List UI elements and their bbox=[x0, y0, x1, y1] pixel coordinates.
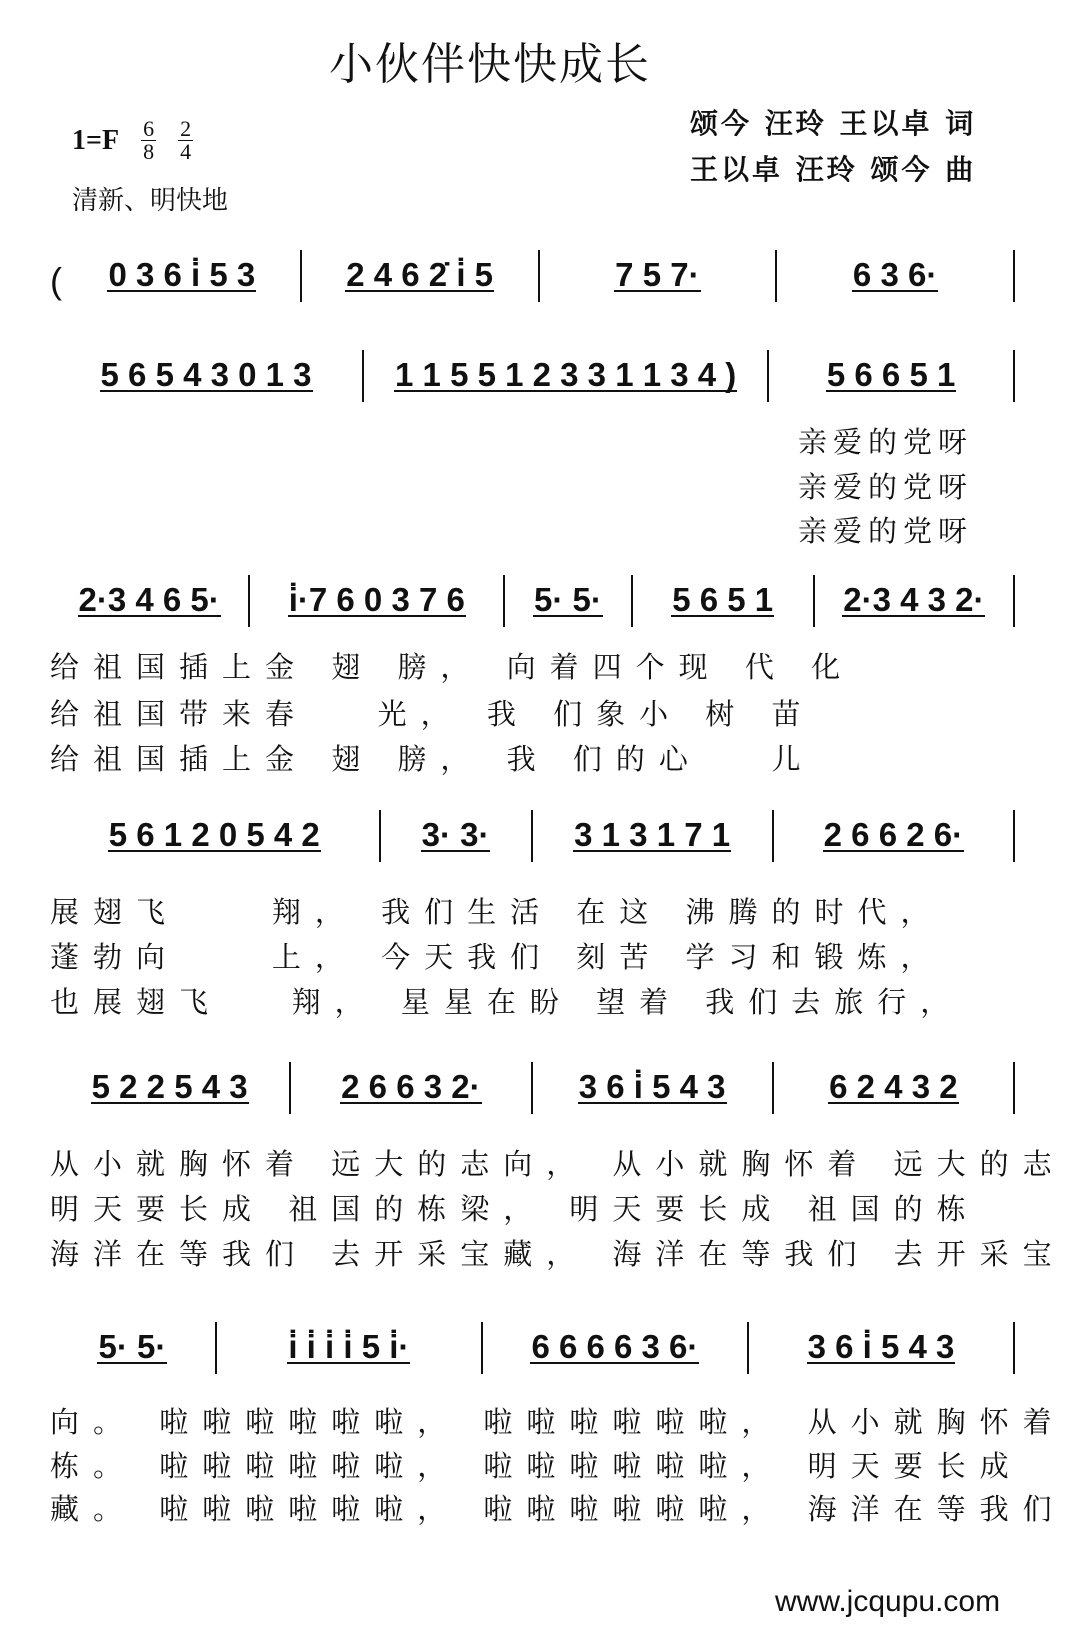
staff-system-3 bbox=[50, 575, 1015, 627]
lyric-line: 栋。 啦啦啦啦啦啦， 啦啦啦啦啦啦， 明天要长成 bbox=[50, 1449, 1023, 1483]
staff-system-4 bbox=[50, 810, 1015, 862]
measure: 2 6 6 2 6· bbox=[774, 810, 1015, 862]
measure: 3 1 3 1 7 1 bbox=[533, 810, 774, 862]
intro-lyric-1: 亲爱的党呀 bbox=[798, 425, 974, 459]
lyric-line: 给祖国带来春 光， 我 们象小 树 苗 bbox=[50, 697, 815, 731]
measure: 3 6 i̇ 5 4 3 bbox=[533, 1062, 774, 1114]
measure: 6 3 6· bbox=[777, 250, 1015, 302]
lyric-line: 蓬勃向 上， 今天我们 刻苦 学习和锻炼， bbox=[50, 940, 944, 974]
measure: 2·3 4 6 5· bbox=[50, 575, 250, 627]
key-signature bbox=[72, 118, 193, 163]
measure: 6 2 4 3 2 bbox=[774, 1062, 1015, 1114]
staff-system-5 bbox=[50, 1062, 1015, 1114]
composer-credit: 王以卓 汪玲 颂今 曲 bbox=[690, 153, 977, 186]
measure: 3 6 i̇ 5 4 3 bbox=[749, 1322, 1015, 1374]
intro-lyric-3: 亲爱的党呀 bbox=[798, 514, 974, 548]
lyric-line: 也展翅飞 翔， 星星在盼 望着 我们去旅行， bbox=[50, 985, 964, 1019]
lyric-line: 给祖国插上金 翅 膀， 我 们的心 儿 bbox=[50, 742, 815, 776]
measure: 5· 5· bbox=[50, 1322, 217, 1374]
measure: 3· 3· bbox=[381, 810, 533, 862]
measure: 5 2 2 5 4 3 bbox=[50, 1062, 291, 1114]
time-signature-2-4: $\frac{2}{4}$ bbox=[180, 116, 192, 164]
lyric-line: 向。 啦啦啦啦啦啦， 啦啦啦啦啦啦， 从小就胸怀着 bbox=[50, 1405, 1066, 1439]
measure: i̇·7 6 0 3 7 6 bbox=[250, 575, 505, 627]
measure: 1 1 5 5 1 2 3 3 1 1 3 4 ) bbox=[364, 350, 769, 402]
key-tonic: 1=F bbox=[72, 124, 120, 156]
song-title: 小伙伴快快成长 bbox=[329, 39, 651, 90]
measure: 5 6 1 2 0 5 4 2 bbox=[50, 810, 381, 862]
lyric-line: 从小就胸怀着 远大的志向， 从小就胸怀着 远大的志 bbox=[50, 1147, 1066, 1181]
lyric-line: 明天要长成 祖国的栋梁， 明天要长成 祖国的栋 bbox=[50, 1192, 980, 1226]
measure: i̇ i̇ i̇ i̇ 5 i̇· bbox=[217, 1322, 483, 1374]
staff-system-2 bbox=[50, 350, 1015, 402]
measure: 6 6 6 6 3 6· bbox=[483, 1322, 749, 1374]
watermark: www.jcqupu.com bbox=[775, 1585, 1001, 1618]
measure: 2·3 4 3 2· bbox=[815, 575, 1015, 627]
staff-system-6 bbox=[50, 1322, 1015, 1374]
measure: 0 3 6 i̇ 5 3 bbox=[64, 250, 302, 302]
measure: 5 6 5 4 3 0 1 3 bbox=[50, 350, 364, 402]
tempo-marking: 清新、明快地 bbox=[72, 186, 229, 216]
measure: 5 6 6 5 1 bbox=[769, 350, 1015, 402]
staff-system-1 bbox=[50, 250, 1015, 302]
time-signature-6-8: $\frac{6}{8}$ bbox=[143, 116, 155, 164]
lyricist-credit: 颂今 汪玲 王以卓 词 bbox=[690, 107, 977, 140]
measure: 2 4 6 2̇ i̇ 5 bbox=[302, 250, 540, 302]
lyric-line: 展翅飞 翔， 我们生活 在这 沸腾的时代， bbox=[50, 895, 944, 929]
measure: 2 6 6 3 2· bbox=[291, 1062, 532, 1114]
lyric-line: 给祖国插上金 翅 膀， 向着四个现 代 化 bbox=[50, 650, 855, 684]
open-paren: ( bbox=[50, 260, 62, 301]
lyric-line: 藏。 啦啦啦啦啦啦， 啦啦啦啦啦啦， 海洋在等我们 bbox=[50, 1492, 1066, 1526]
measure: 7 5 7· bbox=[540, 250, 778, 302]
lyric-line: 海洋在等我们 去开采宝藏， 海洋在等我们 去开采宝 bbox=[50, 1237, 1066, 1271]
measure: 5 6 5 1 bbox=[633, 575, 815, 627]
intro-lyric-2: 亲爱的党呀 bbox=[798, 470, 974, 504]
measure: 5· 5· bbox=[505, 575, 632, 627]
